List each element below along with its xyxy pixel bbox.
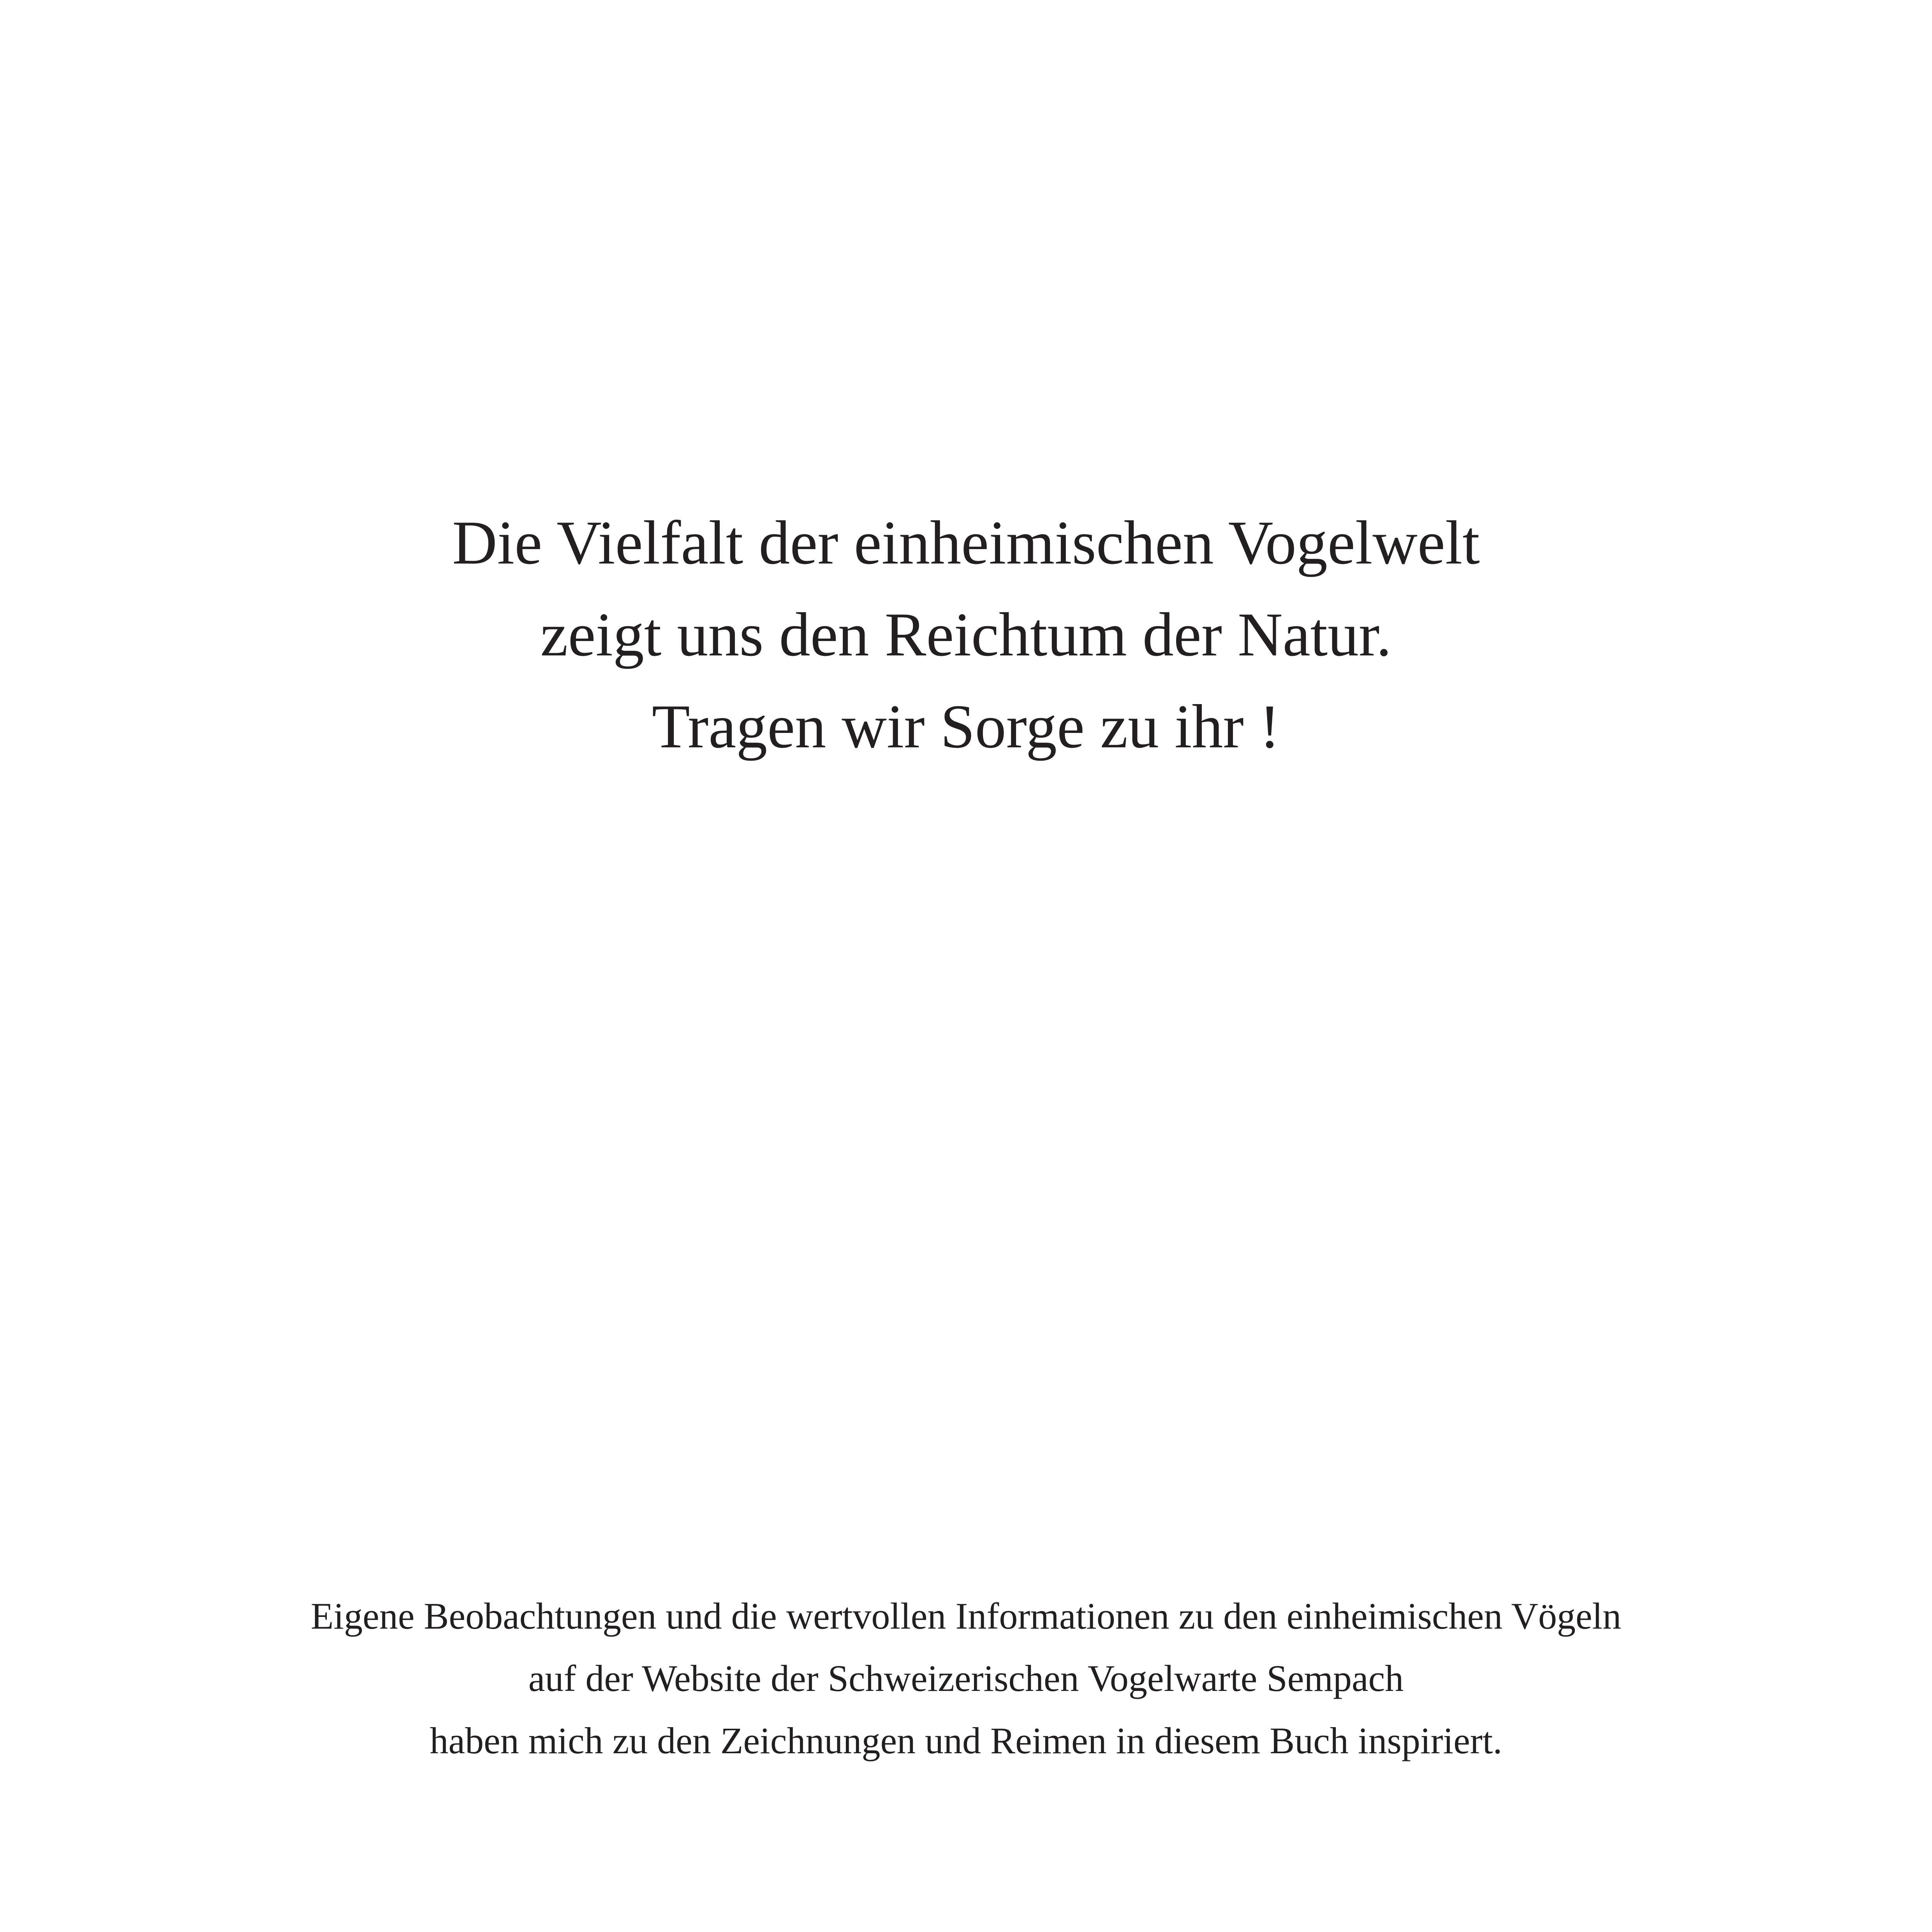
credit-line: Eigene Beobachtungen und die wertvollen Informationen zu den einheimischen Vögeln — [310, 1595, 1622, 1637]
motto-line: Die Vielfalt der einheimischen Vogelwelt — [452, 508, 1480, 577]
motto-line: zeigt uns den Reichtum der Natur. — [540, 600, 1392, 669]
motto-line: Tragen wir Sorge zu ihr ! — [652, 692, 1280, 761]
credit-line: auf der Website der Schweizerischen Vogelwarte Sempach — [528, 1657, 1404, 1699]
motto-block — [0, 497, 1932, 772]
credit-line: haben mich zu den Zeichnungen und Reimen in diesem Buch inspiriert. — [430, 1720, 1502, 1761]
credit-block — [0, 1585, 1932, 1772]
